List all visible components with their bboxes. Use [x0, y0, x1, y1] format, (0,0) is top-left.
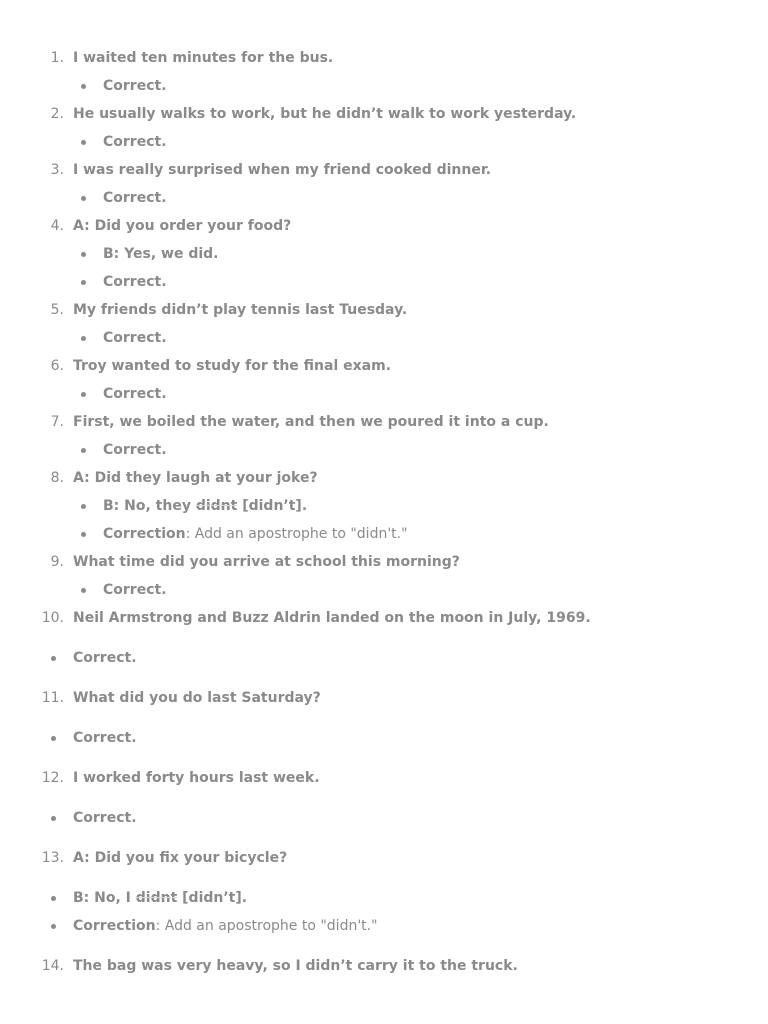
item-number: 12. [41, 770, 64, 786]
item-sentence: A: Did you order your food? [73, 218, 292, 234]
item-sentence: I worked forty hours last week. [73, 770, 320, 786]
item-sentence: What did you do last Saturday? [73, 690, 321, 706]
note-item [0, 128, 768, 156]
bullet-icon [81, 196, 86, 201]
note-prefix: B: No, I [73, 890, 136, 906]
item-sentence: He usually walks to work, but he didn’t walk to work yesterday. [73, 106, 577, 122]
struck-word: didnt [135, 890, 178, 906]
note-text [73, 884, 247, 912]
note-text: Correct. [73, 730, 137, 746]
note-item [0, 576, 768, 604]
list-item [0, 296, 768, 324]
item-number: 1. [50, 50, 64, 66]
bullet-icon [81, 140, 86, 145]
bullet-icon [81, 252, 86, 257]
note-item [0, 436, 768, 464]
note-item [0, 268, 768, 296]
note-item [0, 380, 768, 408]
note-item [0, 240, 768, 268]
list-item [0, 604, 768, 632]
correction-text [103, 520, 408, 548]
note-text: Correct. [73, 650, 137, 666]
note-text: Correct. [103, 442, 167, 458]
list-item [0, 764, 768, 792]
note-text: Correct. [103, 78, 167, 94]
item-number: 10. [41, 610, 64, 626]
bullet-icon [81, 504, 86, 509]
note-item [0, 520, 768, 548]
note-text: Correct. [103, 274, 167, 290]
note-text: Correct. [103, 582, 167, 598]
correction-label: Correction [103, 526, 186, 542]
note-suffix: [didn’t]. [177, 890, 248, 906]
list-item [0, 952, 768, 980]
note-item [0, 884, 768, 912]
bullet-icon [81, 588, 86, 593]
note-item [0, 804, 768, 832]
note-item [0, 184, 768, 212]
note-text: Correct. [103, 190, 167, 206]
item-number: 13. [41, 850, 64, 866]
item-number: 6. [50, 358, 64, 374]
note-text: Correct. [73, 810, 137, 826]
list-item [0, 408, 768, 436]
list-item [0, 548, 768, 576]
item-sentence: The bag was very heavy, so I didn’t carry it to the truck. [73, 958, 518, 974]
list-item [0, 44, 768, 72]
list-item [0, 844, 768, 872]
item-number: 9. [50, 554, 64, 570]
bullet-icon [51, 736, 56, 741]
note-item [0, 912, 768, 940]
note-suffix: [didn’t]. [237, 498, 308, 514]
bullet-icon [81, 392, 86, 397]
bullet-icon [51, 896, 56, 901]
bullet-icon [81, 84, 86, 89]
correction-label: Correction [73, 918, 156, 934]
item-sentence: What time did you arrive at school this morning? [73, 554, 460, 570]
item-number: 14. [41, 958, 64, 974]
note-item [0, 724, 768, 752]
item-number: 8. [50, 470, 64, 486]
note-item [0, 644, 768, 672]
item-sentence: My friends didn’t play tennis last Tuesday. [73, 302, 408, 318]
item-number: 7. [50, 414, 64, 430]
note-item [0, 72, 768, 100]
list-item [0, 684, 768, 712]
item-number: 4. [50, 218, 64, 234]
correction-detail: : Add an apostrophe to "didn't." [185, 526, 408, 542]
note-prefix: B: No, they [103, 498, 196, 514]
item-number: 11. [41, 690, 64, 706]
list-item [0, 352, 768, 380]
item-number: 5. [50, 302, 64, 318]
item-sentence: Troy wanted to study for the final exam. [73, 358, 392, 374]
item-number: 2. [50, 106, 64, 122]
note-item [0, 324, 768, 352]
bullet-icon [81, 532, 86, 537]
correction-text [73, 912, 378, 940]
note-text: Correct. [103, 330, 167, 346]
struck-word: didnt [195, 498, 238, 514]
bullet-icon [51, 924, 56, 929]
note-text: Correct. [103, 134, 167, 150]
note-text: B: Yes, we did. [103, 246, 219, 262]
note-text: Correct. [103, 386, 167, 402]
item-number: 3. [50, 162, 64, 178]
list-item [0, 464, 768, 492]
correction-detail: : Add an apostrophe to "didn't." [155, 918, 378, 934]
bullet-icon [51, 816, 56, 821]
list-item [0, 100, 768, 128]
bullet-icon [81, 280, 86, 285]
list-item [0, 156, 768, 184]
item-sentence: First, we boiled the water, and then we poured it into a cup. [73, 414, 549, 430]
note-item [0, 492, 768, 520]
bullet-icon [81, 336, 86, 341]
bullet-icon [51, 656, 56, 661]
item-sentence: I was really surprised when my friend cooked dinner. [73, 162, 492, 178]
list-item [0, 212, 768, 240]
item-sentence: Neil Armstrong and Buzz Aldrin landed on the moon in July, 1969. [73, 610, 591, 626]
note-text [103, 492, 307, 520]
item-sentence: A: Did you fix your bicycle? [73, 850, 288, 866]
item-sentence: I waited ten minutes for the bus. [73, 50, 334, 66]
bullet-icon [81, 448, 86, 453]
item-sentence: A: Did they laugh at your joke? [73, 470, 318, 486]
